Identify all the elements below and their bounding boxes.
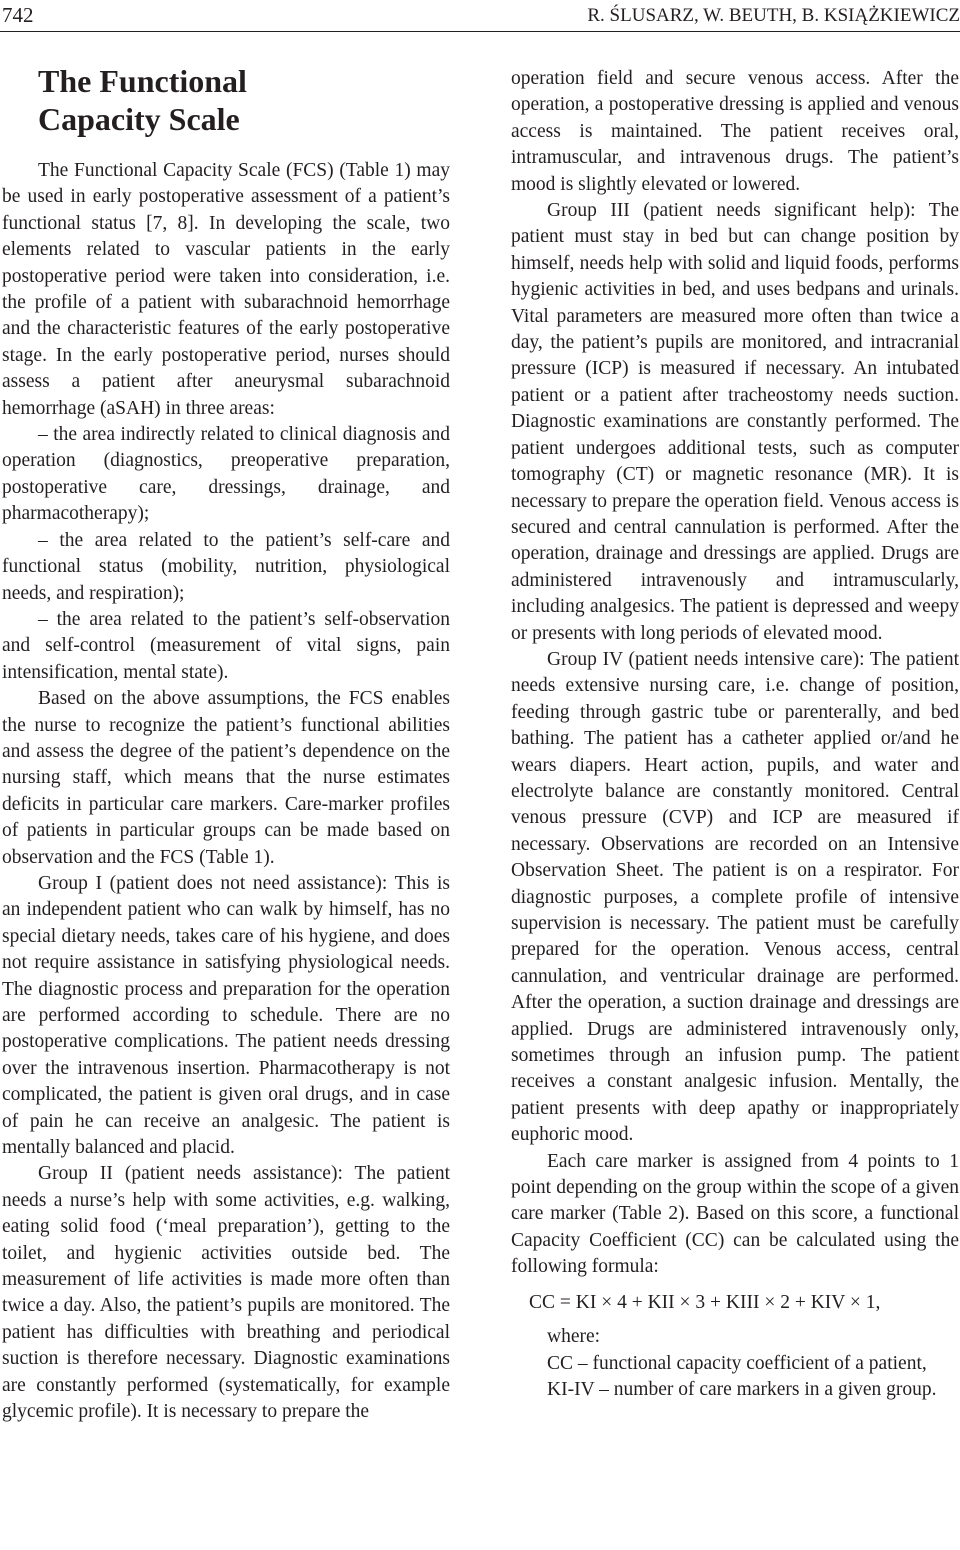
paragraph: Each care marker is assigned from 4 points to 1 point depending on the group within the scope of a given care marker (Table 2). Based on this score, a functional Capacity Coefficient (CC) can be calculated using the following formula: [511, 1150, 959, 1278]
running-header [0, 0, 960, 34]
list-item: – the area related to the patient’s self-observation and self-control (measurement of vital signs, pain intensification, mental state). [2, 608, 450, 683]
paragraph: operation field and secure venous access. After the operation, a postoperative dressing is applied and venous access is maintained. The patient receives oral, intramuscular, and intravenous drugs. The patient’s mood is slightly elevated or lowered. [511, 68, 959, 195]
page-number: 742 [2, 3, 34, 27]
list-item: – the area indirectly related to clinical diagnosis and operation (diagnostics, preoperative preparation, postoperative care, dressings, drainage, and pharmacotherapy); [2, 424, 450, 525]
formula: CC = KI × 4 + KII × 3 + KIII × 2 + KIV × 1, [529, 1291, 881, 1313]
left-column [2, 62, 450, 1426]
paragraph: Group I (patient does not need assistance): This is an independent patient who can walk by himself, has no special dietary needs, takes care of his hygiene, and does not require assistance in satisfying physiological needs. The diagnostic process and preparation for the operation are performed according to schedule. There are no postoperative complications. The patient needs dressing over the intravenous insertion. Pharmacotherapy is not complicated, the patient is given oral drugs, and in case of pain he can receive an analgesic. The patient is mentally balanced and placid. [2, 872, 450, 1159]
paragraph: Based on the above assumptions, the FCS enables the nurse to recognize the patient’s functional abilities and assess the degree of the patient’s dependence on the nursing staff, which means that the nurse estimates deficits in particular care markers. Care-marker profiles of patients in particular groups can be made based on observation and the FCS (Table 1). [2, 688, 450, 868]
running-authors: R. ŚLUSARZ, W. BEUTH, B. KSIĄŻKIEWICZ [587, 5, 960, 26]
list-item: – the area related to the patient’s self-care and functional status (mobility, nutrition, physiological needs, and respiration); [2, 529, 450, 604]
right-column [511, 66, 959, 1403]
formula-where: where: [547, 1326, 601, 1348]
paragraph: Group II (patient needs assistance): The patient needs a nurse’s help with some activities, e.g. walking, eating solid food (‘meal preparation’), getting to the toilet, and hygienic activities outside bed. The measurement of life activities is made more often than twice a day. Also, the patient’s pupils are monitored. The patient has difficulties with breathing and periodical suction is therefore necessary. Diagnostic examinations are constantly performed (systematically, for example glycemic profile). It is necessary to prepare the [2, 1163, 450, 1423]
paragraph: The Functional Capacity Scale (FCS) (Table 1) may be used in early postoperative assessment of a patient’s functional status [7, 8]. In developing the scale, two elements related to vascular patients in the early postoperative period were taken into consideration, i.e. the profile of a patient with subarachnoid hemorrhage and the characteristic features of the early postoperative stage. In the early postoperative period, nurses should assess a patient after aneurysmal subarachnoid hemorrhage (aSAH) in three areas: [2, 160, 450, 419]
definition: CC – functional capacity coefficient of a patient, [547, 1352, 927, 1374]
definition: KI-IV – number of care markers in a given group. [547, 1378, 937, 1400]
paragraph: Group III (patient needs significant help): The patient must stay in bed but can change position by himself, needs help with solid and liquid foods, performs hygienic activities in bed, and uses bedpans and urinals. Vital parameters are measured more often than twice a day, the patient’s pupils are monitored, and intracranial pressure (ICP) is measured if necessary. An intubated patient or a patient after tracheostomy needs suction. Diagnostic examinations are constantly performed. The patient undergoes additional tests, such as computer tomography (CT) or magnetic resonance (MR). It is necessary to prepare the operation field. Venous access is secured and central cannulation is performed. After the operation, drainage and dressings are applied. Drugs are administered intravenously and intramuscularly, including analgesics. The patient is depressed and weepy or presents with long periods of elevated mood. [511, 200, 959, 644]
header-rule [0, 31, 960, 32]
paragraph: Group IV (patient needs intensive care): The patient needs extensive nursing care, i.e. change of position, feeding through gastric tube or parenterally, and bed bathing. The patient has a catheter applied or/and he wears diapers. Heart action, pupils, and water and electrolyte balance are constantly monitored. Central venous pressure (CVP) and ICP are measured if necessary. Observations are recorded on an Intensive Observation Sheet. The patient is on a respirator. For diagnostic purposes, a complete profile of intensive supervision is necessary. The patient must be carefully prepared for the operation. Venous access, central cannulation, and ventricular drainage are performed. After the operation, a suction drainage and dressings are applied. Drugs are administered intravenously only, sometimes through an infusion pump. The patient receives a constant analgesic infusion. Mentally, the patient presents with deep apathy or inappropriately euphoric mood. [511, 648, 959, 1146]
section-title: The Functional Capacity Scale [38, 63, 247, 137]
